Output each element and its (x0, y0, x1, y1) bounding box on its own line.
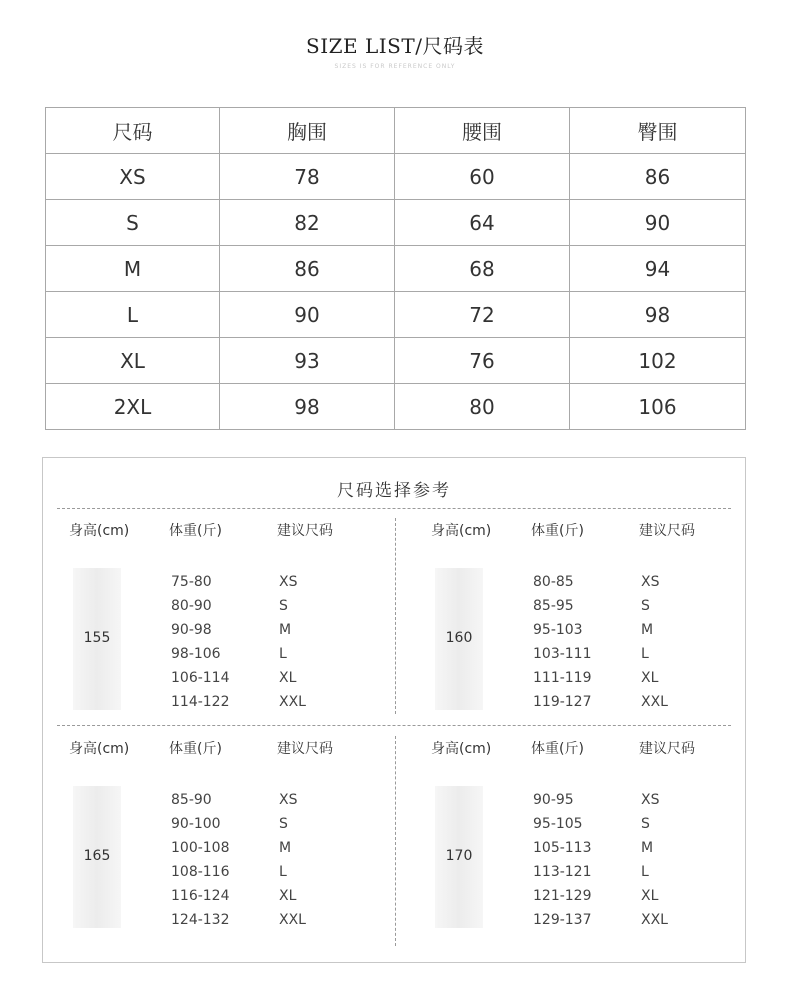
list-item (43, 666, 383, 690)
table-cell: 78 (220, 154, 395, 200)
recommended-size: XXL (641, 694, 668, 710)
table-cell: S (46, 200, 220, 246)
recommended-size: S (641, 816, 650, 832)
divider-vertical-top (395, 518, 396, 714)
list-item (405, 812, 745, 836)
weight-range: 75-80 (171, 574, 212, 590)
size-guide-panel (42, 457, 746, 963)
table-cell: 胸围 (220, 108, 395, 154)
divider-top (57, 508, 731, 509)
weight-range: 111-119 (533, 670, 592, 686)
table-cell: L (46, 292, 220, 338)
size-table (45, 107, 746, 430)
list-item (405, 884, 745, 908)
recommended-size-label: 建议尺码 (277, 523, 333, 539)
height-label: 身高(cm) (69, 523, 130, 539)
table-cell: 80 (395, 384, 570, 430)
recommended-size: XXL (279, 694, 306, 710)
weight-range: 90-100 (171, 816, 221, 832)
recommended-size-label: 建议尺码 (639, 523, 695, 539)
table-cell: 93 (220, 338, 395, 384)
weight-range: 103-111 (533, 646, 592, 662)
table-cell: 60 (395, 154, 570, 200)
recommended-size: M (641, 840, 654, 856)
recommended-size-label: 建议尺码 (277, 741, 333, 757)
list-item (43, 836, 383, 860)
weight-range: 100-108 (171, 840, 230, 856)
list-item (43, 570, 383, 594)
recommended-size: S (641, 598, 650, 614)
table-row (46, 154, 746, 200)
table-cell: 86 (570, 154, 746, 200)
size-table-body (46, 108, 746, 430)
recommended-size: L (279, 646, 287, 662)
recommended-size: XS (279, 574, 298, 590)
recommended-size: M (279, 622, 292, 638)
table-cell: 臀围 (570, 108, 746, 154)
table-row (46, 384, 746, 430)
size-guide-quadrant (43, 520, 395, 730)
weight-range: 85-95 (533, 598, 574, 614)
size-guide-quadrant (43, 738, 395, 948)
recommended-size: L (641, 864, 649, 880)
weight-range: 90-98 (171, 622, 212, 638)
weight-size-list (405, 788, 745, 932)
page-title: SIZE LIST/尺码表 (306, 34, 484, 58)
table-cell: 76 (395, 338, 570, 384)
height-value: 165 (83, 848, 111, 864)
recommended-size: M (279, 840, 292, 856)
table-cell: 2XL (46, 384, 220, 430)
table-cell: XS (46, 154, 220, 200)
table-row (46, 200, 746, 246)
list-item (405, 908, 745, 932)
weight-range: 80-90 (171, 598, 212, 614)
recommended-size: XL (279, 670, 297, 686)
weight-range: 119-127 (533, 694, 592, 710)
list-item (405, 570, 745, 594)
table-cell: 腰围 (395, 108, 570, 154)
list-item (43, 908, 383, 932)
size-guide-quadrant (405, 738, 757, 948)
recommended-size: XL (641, 888, 659, 904)
table-cell: 98 (570, 292, 746, 338)
recommended-size: XXL (641, 912, 668, 928)
table-cell: 90 (570, 200, 746, 246)
recommended-size: M (641, 622, 654, 638)
weight-range: 129-137 (533, 912, 592, 928)
height-label: 身高(cm) (431, 523, 492, 539)
table-cell: 72 (395, 292, 570, 338)
table-cell: 98 (220, 384, 395, 430)
table-cell: 86 (220, 246, 395, 292)
recommended-size: S (279, 816, 288, 832)
list-item (43, 690, 383, 714)
weight-range: 98-106 (171, 646, 221, 662)
table-cell: 106 (570, 384, 746, 430)
weight-range: 105-113 (533, 840, 592, 856)
recommended-size: XXL (279, 912, 306, 928)
table-cell: 68 (395, 246, 570, 292)
height-value: 160 (445, 630, 473, 646)
recommended-size: XL (279, 888, 297, 904)
list-item (43, 860, 383, 884)
weight-label: 体重(斤) (169, 523, 222, 539)
list-item (43, 788, 383, 812)
weight-range: 90-95 (533, 792, 574, 808)
weight-range: 85-90 (171, 792, 212, 808)
list-item (405, 618, 745, 642)
weight-range: 80-85 (533, 574, 574, 590)
table-cell: 94 (570, 246, 746, 292)
weight-label: 体重(斤) (531, 523, 584, 539)
weight-range: 106-114 (171, 670, 230, 686)
list-item (405, 788, 745, 812)
weight-range: 113-121 (533, 864, 592, 880)
list-item (43, 618, 383, 642)
list-item (405, 836, 745, 860)
list-item (405, 860, 745, 884)
list-item (43, 642, 383, 666)
weight-range: 108-116 (171, 864, 230, 880)
recommended-size: XL (641, 670, 659, 686)
list-item (43, 594, 383, 618)
table-row (46, 246, 746, 292)
height-value: 155 (83, 630, 111, 646)
recommended-size: XS (279, 792, 298, 808)
list-item (405, 642, 745, 666)
weight-label: 体重(斤) (531, 741, 584, 757)
weight-range: 116-124 (171, 888, 230, 904)
list-item (405, 690, 745, 714)
weight-size-list (405, 570, 745, 714)
recommended-size: L (279, 864, 287, 880)
weight-size-list (43, 788, 383, 932)
table-cell: M (46, 246, 220, 292)
page-subtitle: SIZES IS FOR REFERENCE ONLY (334, 63, 456, 70)
recommended-size: XS (641, 574, 660, 590)
table-cell: 102 (570, 338, 746, 384)
table-cell: 90 (220, 292, 395, 338)
list-item (43, 812, 383, 836)
weight-range: 124-132 (171, 912, 230, 928)
height-label: 身高(cm) (431, 741, 492, 757)
weight-range: 95-105 (533, 816, 583, 832)
table-cell: XL (46, 338, 220, 384)
recommended-size-label: 建议尺码 (639, 741, 695, 757)
table-row (46, 292, 746, 338)
weight-range: 95-103 (533, 622, 583, 638)
list-item (43, 884, 383, 908)
size-guide-quadrant (405, 520, 757, 730)
recommended-size: S (279, 598, 288, 614)
height-label: 身高(cm) (69, 741, 130, 757)
table-cell: 64 (395, 200, 570, 246)
recommended-size: XS (641, 792, 660, 808)
table-cell: 尺码 (46, 108, 220, 154)
table-row (46, 338, 746, 384)
weight-label: 体重(斤) (169, 741, 222, 757)
divider-vertical-bottom (395, 736, 396, 946)
weight-size-list (43, 570, 383, 714)
page-header (0, 30, 790, 70)
weight-range: 114-122 (171, 694, 230, 710)
recommended-size: L (641, 646, 649, 662)
list-item (405, 666, 745, 690)
weight-range: 121-129 (533, 888, 592, 904)
size-guide-title: 尺码选择参考 (337, 481, 451, 501)
list-item (405, 594, 745, 618)
table-cell: 82 (220, 200, 395, 246)
table-header-row (46, 108, 746, 154)
height-value: 170 (445, 848, 473, 864)
